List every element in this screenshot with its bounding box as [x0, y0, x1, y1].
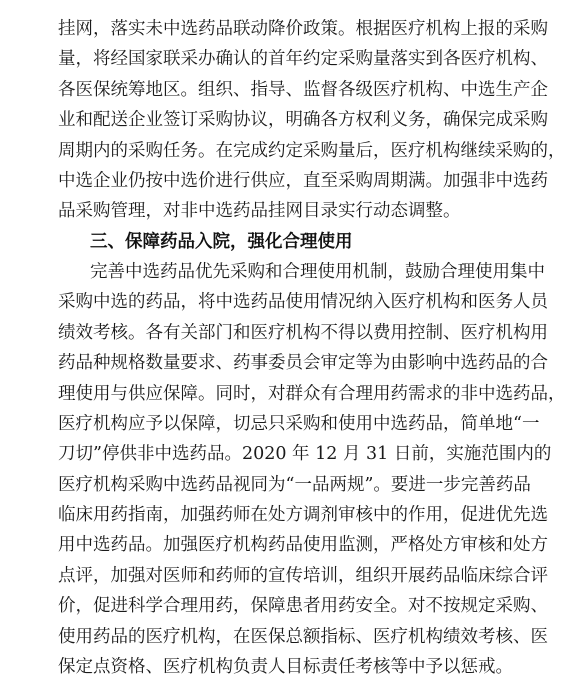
paragraph-line: 使用药品的医疗机构，在医保总额指标、医疗机构绩效考核、医: [58, 627, 548, 647]
paragraph-line: 绩效考核。各有关部门和医疗机构不得以费用控制、医疗机构用: [58, 323, 548, 343]
paragraph-line: 采购中选的药品，将中选药品使用情况纳入医疗机构和医务人员: [58, 292, 548, 312]
paragraph-line: 医疗机构应予以保障，切忌只采购和使用中选药品，简单地“一: [58, 414, 540, 434]
paragraph-line: 保定点资格、医疗机构负责人目标责任考核等中予以惩戒。: [58, 657, 513, 677]
paragraph-line: 完善中选药品优先采购和合理使用机制，鼓励合理使用集中: [90, 262, 545, 282]
paragraph-line: 药品种规格数量要求、药事委员会审定等为由影响中选药品的合: [58, 353, 548, 373]
paragraph-line: 周期内的采购任务。在完成约定采购量后，医疗机构继续采购的，: [58, 141, 566, 161]
paragraph-line: 临床用药指南，加强药师在处方调剂审核中的作用，促进优先选: [58, 505, 548, 525]
paragraph-line: 量，将经国家联采办确认的首年约定采购量落实到各医疗机构、: [58, 49, 548, 69]
section-heading: 三、保障药品入院，强化合理使用: [90, 232, 353, 252]
paragraph-line: 理使用与供应保障。同时，对群众有合理用药需求的非中选药品，: [58, 384, 566, 404]
paragraph-line: 价，促进科学合理用药，保障患者用药安全。对不按规定采购、: [58, 596, 548, 616]
paragraph-line: 刀切”停供非中选药品。2020 年 12 月 31 日前，实施范围内的: [58, 444, 552, 464]
paragraph-line: 品采购管理，对非中选药品挂网目录实行动态调整。: [58, 201, 461, 221]
paragraph-line: 医疗机构采购中选药品视同为“一品两规”。要进一步完善药品: [58, 475, 531, 495]
paragraph-line: 中选企业仍按中选价进行供应，直至采购周期满。加强非中选药: [58, 171, 548, 191]
paragraph-line: 点评，加强对医师和药师的宣传培训，组织开展药品临床综合评: [58, 566, 548, 586]
paragraph-line: 挂网，落实未中选药品联动降价政策。根据医疗机构上报的采购: [58, 19, 548, 39]
paragraph-line: 用中选药品。加强医疗机构药品使用监测，严格处方审核和处方: [58, 535, 548, 555]
paragraph-line: 业和配送企业签订采购协议，明确各方权利义务，确保完成采购: [58, 110, 548, 130]
paragraph-line: 各医保统筹地区。组织、指导、监督各级医疗机构、中选生产企: [58, 80, 548, 100]
